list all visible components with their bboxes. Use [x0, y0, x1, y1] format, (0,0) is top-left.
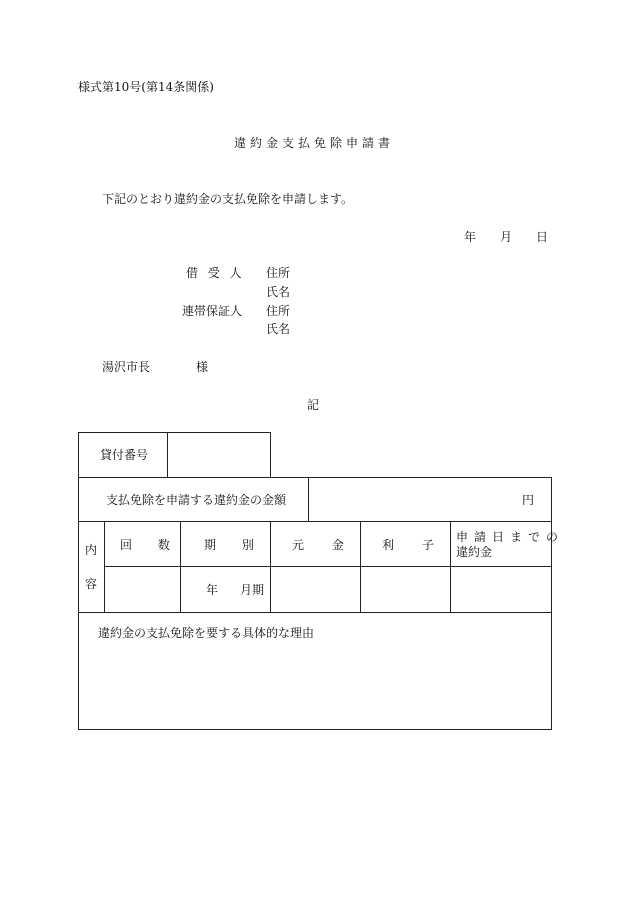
period-month: 月期 [240, 583, 265, 597]
details-top-line [78, 521, 552, 522]
amount-unit: 円 [522, 493, 535, 507]
header-penalty-line2: 違約金 [456, 545, 493, 559]
form-number: 様式第10号(第14条関係) [78, 80, 214, 94]
date-day-label: 日 [536, 230, 549, 244]
loan-number-label: 貸付番号 [100, 448, 149, 462]
intro-text: 下記のとおり違約金の支払免除を申請します。 [102, 192, 354, 206]
details-col-4 [360, 521, 361, 612]
details-col-2 [180, 521, 181, 612]
ki-heading: 記 [307, 398, 320, 412]
header-interest: 利 子 [382, 538, 434, 552]
details-label-2: 容 [85, 577, 98, 591]
addressee-honorific: 様 [196, 360, 209, 374]
addressee-name: 湯沢市長 [102, 360, 151, 374]
date-year-label: 年 [464, 230, 477, 244]
reason-label: 違約金の支払免除を要する具体的な理由 [98, 626, 315, 640]
header-period: 期 別 [204, 538, 254, 552]
details-col-1 [104, 521, 105, 612]
details-bottom-line [78, 612, 552, 613]
header-penalty-line1: 申請日までの [456, 530, 565, 544]
details-header-line [104, 566, 552, 567]
loan-number-divider [167, 432, 168, 478]
amount-divider [308, 477, 309, 522]
document-title: 違約金支払免除申請書 [234, 136, 395, 150]
borrower-address-label: 住所 [266, 266, 291, 280]
main-table [78, 477, 552, 730]
amount-label: 支払免除を申請する違約金の金額 [106, 493, 287, 507]
guarantor-label: 連帯保証人 [182, 304, 243, 318]
header-principal: 元 金 [292, 538, 344, 552]
guarantor-address-label: 住所 [266, 304, 291, 318]
period-year: 年 [206, 583, 219, 597]
guarantor-name-label: 氏名 [266, 322, 291, 336]
borrower-name-label: 氏名 [266, 285, 291, 299]
details-col-3 [270, 521, 271, 612]
details-col-5 [450, 521, 451, 612]
header-count: 回 数 [120, 538, 170, 552]
borrower-label: 借 受 人 [186, 266, 245, 280]
details-label-1: 内 [85, 543, 98, 557]
date-month-label: 月 [500, 230, 513, 244]
